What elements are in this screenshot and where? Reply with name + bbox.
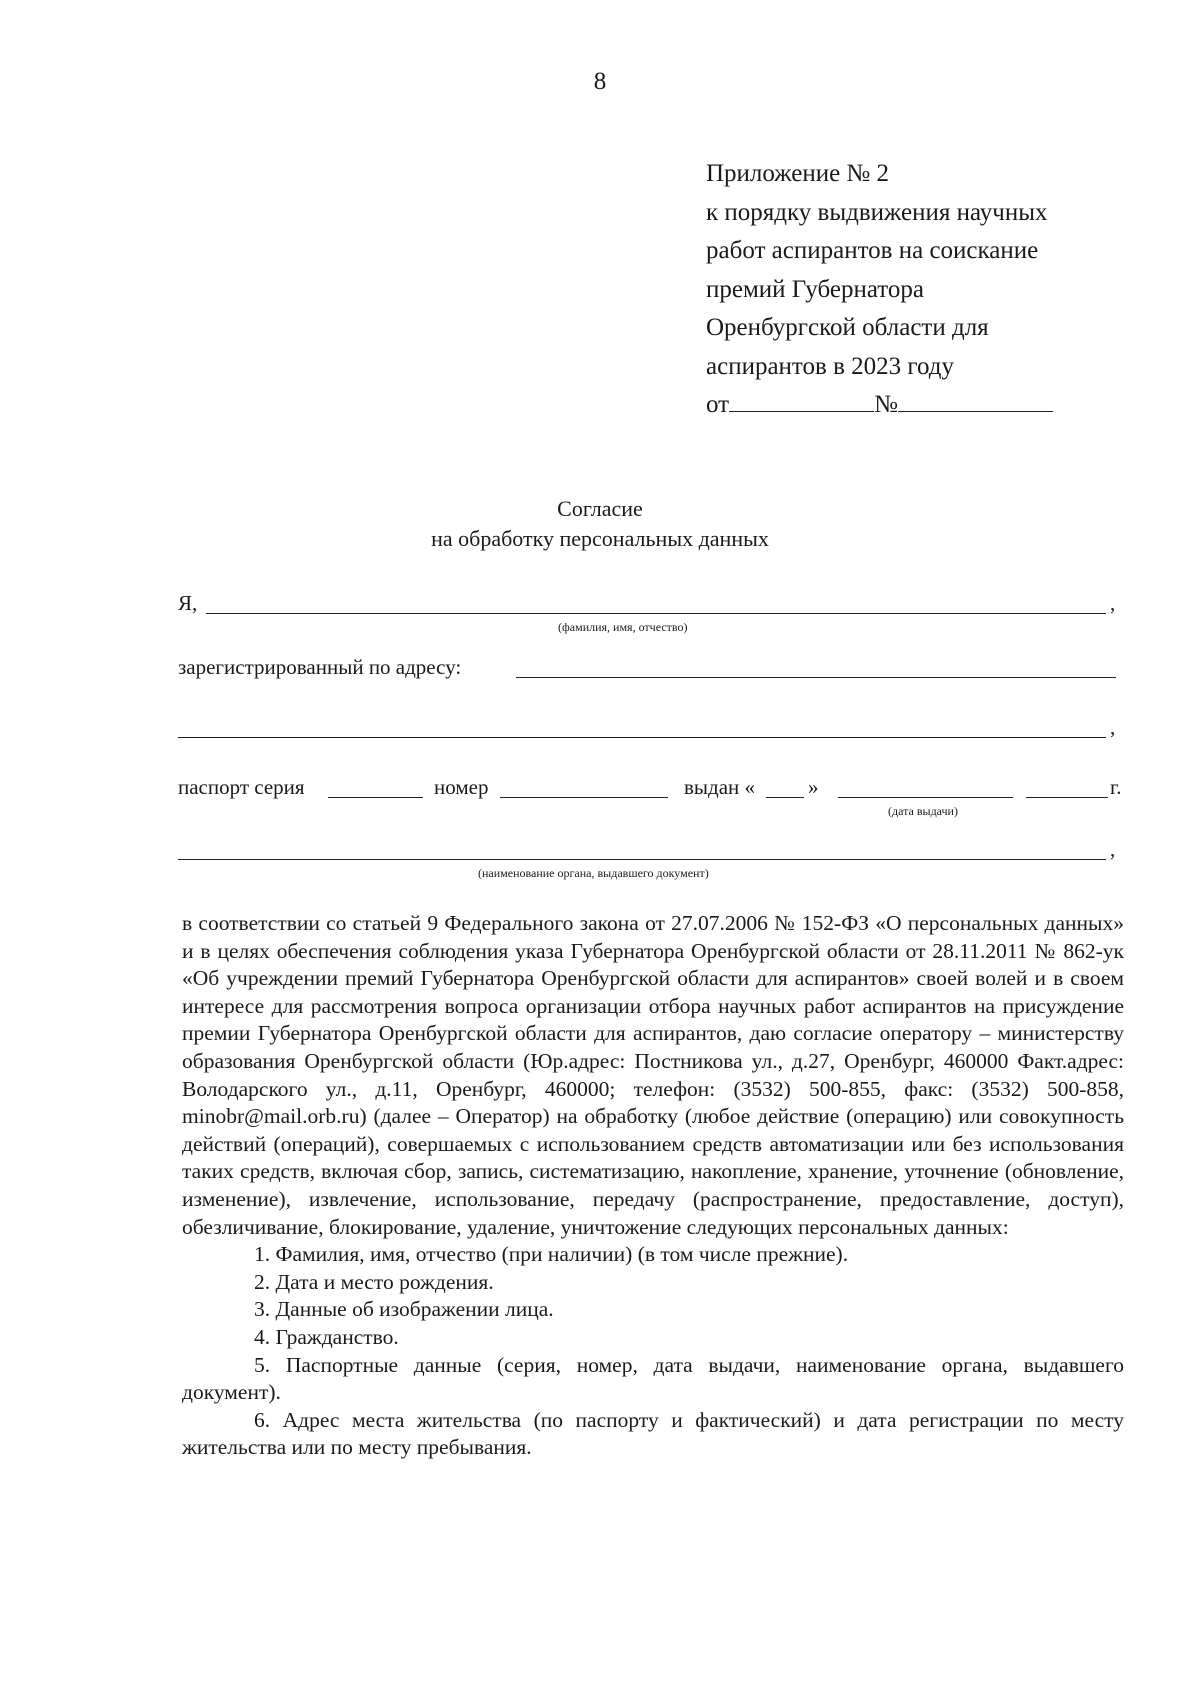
passport-number-field[interactable] <box>500 797 668 798</box>
list-item: 6. Адрес места жительства (по паспорту и фактический) и дата регистрации по месту жительства или по месту пребывания. <box>182 1407 1124 1460</box>
appendix-header <box>706 155 1126 425</box>
issue-day-field[interactable] <box>766 797 804 798</box>
number-label: № <box>874 391 898 418</box>
consent-paragraph: в соответствии со статьей 9 Федерального закона от 27.07.2006 № 152-ФЗ «О персональных данных» и в целях обеспечения соблюдения указа Губернатора Оренбургской области от 28.11.2011 № 862-ук «Об учреждении премий Губернатора Оренбургской области для аспирантов» своей волей и в своем интересе для рассмотрения вопроса организации отбора научных работ аспирантов на присуждение премии Губернатора Оренбургской области для аспирантов, даю согласие оператору – министерству образования Оренбургской области (Юр.адрес: Постникова ул., д.27, Оренбург, 460000 Факт.адрес: Володарского ул., д.11, Оренбург, 460000; телефон: (3532) 500-855, факс: (3532) 500-858, minobr@mail.orb.ru) (далее – Оператор) на обработку (любое действие (операцию) или совокупность действий (операций), совершаемых с использованием средств автоматизации или без использования таких средств, включая сбор, запись, систематизацию, накопление, хранение, уточнение (обновление, изменение), извлечение, использование, передачу (распространение, предоставление, доступ), обезличивание, блокирование, удаление, уничтожение следующих персональных данных: <box>182 911 1124 1239</box>
list-item: 4. Гражданство. <box>254 1324 399 1349</box>
issue-year-field[interactable] <box>1026 797 1108 798</box>
address-field-2[interactable] <box>178 737 1106 738</box>
address-label: зарегистрированный по адресу: <box>178 655 462 679</box>
comma: , <box>1110 837 1116 861</box>
fio-hint: (фамилия, имя, отчество) <box>558 620 688 634</box>
address-continuation-row <box>178 714 1128 740</box>
appendix-line: Приложение № 2 <box>706 160 890 187</box>
list-item: 1. Фамилия, имя, отчество (при наличии) (в том числе прежние). <box>254 1242 849 1267</box>
from-label: от <box>706 391 730 418</box>
issuer-hint: (наименование органа, выдавшего документ) <box>478 866 709 880</box>
i-label: Я, <box>178 591 198 615</box>
page-number: 8 <box>593 68 607 95</box>
title-line-2: на обработку персональных данных <box>431 526 769 551</box>
list-item: 3. Данные об изображении лица. <box>254 1297 554 1322</box>
appendix-line: к порядку выдвижения научных <box>706 198 1048 226</box>
address-field[interactable] <box>516 677 1116 678</box>
appendix-line: работ аспирантов на соискание <box>706 237 1039 264</box>
document-title <box>0 494 1200 554</box>
issued-label: выдан « <box>684 775 756 799</box>
number-blank <box>898 389 1053 412</box>
passport-row <box>178 774 1128 800</box>
appendix-line: аспирантов в 2023 году <box>706 352 955 380</box>
issuer-field[interactable] <box>178 859 1106 860</box>
consent-body <box>182 910 1124 1462</box>
title-line-1: Согласие <box>557 496 643 521</box>
appendix-date-number-line <box>706 386 1126 425</box>
passport-number-label: номер <box>434 775 489 799</box>
list-item: 2. Дата и место рождения. <box>254 1269 494 1294</box>
passport-series-label: паспорт серия <box>178 775 305 799</box>
fio-field[interactable] <box>206 613 1106 614</box>
date-blank <box>729 389 874 412</box>
passport-series-field[interactable] <box>328 797 423 798</box>
comma: , <box>1110 591 1116 615</box>
issue-month-field[interactable] <box>838 797 1013 798</box>
appendix-line: премий Губернатора <box>706 275 924 303</box>
year-suffix: г. <box>1110 775 1122 799</box>
date-hint: (дата выдачи) <box>888 804 958 818</box>
issuer-row <box>178 836 1128 862</box>
appendix-line: Оренбургской области для <box>706 314 989 341</box>
comma: , <box>1110 715 1116 739</box>
issued-quote-close: » <box>808 775 819 799</box>
fio-row <box>178 590 1128 616</box>
address-row <box>178 654 1128 680</box>
list-item: 5. Паспортные данные (серия, номер, дата выдачи, наименование органа, выдавшего документ). <box>182 1352 1124 1405</box>
